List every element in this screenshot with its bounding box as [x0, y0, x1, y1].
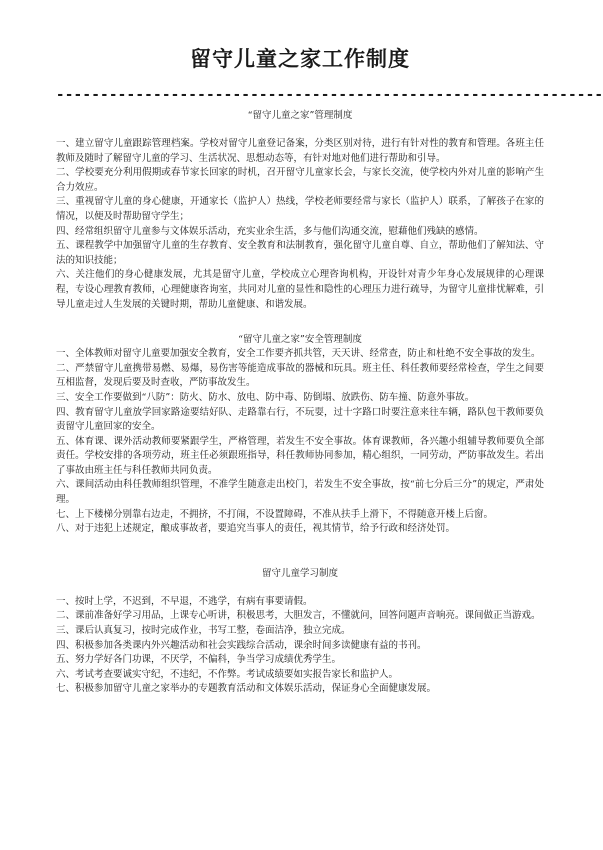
paragraph: 六、关注他们的身心健康发展，尤其是留守儿童，学校成立心理咨询机构，开设针对青少年身心发展规律的心理课程，专设心理教育教师，心理健康咨询室，共同对儿童的显性和隐性的心理压力进行疏导，为留守儿童排忧解难，引导儿童走过人生发展的关键时期，帮助儿童健康、和谐发展。 — [56, 269, 544, 310]
paragraph: 五、课程教学中加强留守儿童的生存教育、安全教育和法制教育，强化留守儿童自尊、自立，帮助他们了解知法、守法的知识技能； — [56, 240, 544, 266]
paragraph: 三、重视留守儿童的身心健康，开通家长（监护人）热线，学校老师要经常与家长（监护人）联系，了解孩子在家的情况，以便及时帮助留守学生； — [56, 196, 544, 222]
paragraph: 八、对于违犯上述规定，酿成事故者，要追究当事人的责任，视其情节，给予行政和经济处罚。 — [56, 523, 456, 535]
paragraph: 二、课前准备好学习用品，上课专心听讲，积极思考，大胆发言，不懂就问，回答问题声音响亮。课间做正当游戏。 — [56, 610, 541, 622]
paragraph: 五、体育课、课外活动教师要紧跟学生，严格管理，若发生不安全事故。体育课教师，各兴趣小组辅导教师要负全部责任。学校安排的各项劳动，班主任必须跟班指导，科任教师协同参加，精心组织，一同劳动，严防事故发生。若出了事故由班主任与科任教师共同负责。 — [56, 435, 544, 476]
document-title: 留守儿童之家工作制度 — [190, 47, 410, 71]
paragraph: 二、学校要充分利用假期或春节家长回家的时机，召开留守儿童家长会，与家长交流，使学校内外对儿童的影响产生合力效应。 — [56, 167, 544, 193]
section-management — [56, 109, 544, 312]
paragraph: 六、考试考查要诚实守纪，不违纪，不作弊。考试成绩要如实报告家长和监护人。 — [56, 668, 399, 680]
paragraph: 一、建立留守儿童跟踪管理档案。学校对留守儿童登记备案，分类区别对待，进行有针对性的教育和管理。各班主任教师及随时了解留守儿童的学习、生活状况、思想动态等，有针对地对他们进行帮助和引导。 — [56, 138, 544, 164]
paragraph: 三、安全工作要做到“八防”：防火、防水、放电、防中毒、防倒塌、放跌伤、防车撞、防意外事故。 — [56, 391, 475, 403]
paragraph: 四、教育留守儿童放学回家路途要结好队、走路靠右行，不玩耍，过十字路口时要注意来往车辆，路队包干教师要负责留守儿童回家的安全。 — [56, 406, 544, 433]
paragraph: 四、经常组织留守儿童参与文体娱乐活动，充实业余生活，多与他们沟通交流，慰藉他们残缺的感情。 — [56, 225, 484, 237]
paragraph: 一、全体教师对留守儿童要加强安全教育，安全工作要齐抓共管，天天讲、经常查，防止和杜绝不安全事故的发生。 — [56, 348, 541, 360]
paragraph: 六、课间活动由科任教师组织管理，不准学生随意走出校门，若发生不安全事故，按“前七分后三分”的规定，严肃处理。 — [56, 479, 544, 506]
section-title: “留守儿童之家”管理制度 — [247, 110, 353, 121]
paragraph: 五、努力学好各门功课，不厌学，不偏科，争当学习成绩优秀学生。 — [56, 654, 342, 666]
title-divider: -------------------------------------------------------------- — [56, 87, 603, 103]
section-study — [56, 567, 544, 697]
paragraph: 七、积极参加留守儿童之家举办的专题教育活动和文体娱乐活动，保证身心全面健康发展。 — [56, 683, 437, 695]
paragraph: 一、按时上学，不迟到，不早退，不逃学，有病有事要请假。 — [56, 595, 313, 607]
paragraph: 三、课后认真复习，按时完成作业，书写工整，卷面洁净，独立完成。 — [56, 625, 351, 637]
section-title: “留守儿童之家”安全管理制度 — [238, 334, 362, 346]
section-title: 留守儿童学习制度 — [261, 567, 338, 579]
paragraph: 二、严禁留守儿童携带易燃、易爆，易伤害等能造成事故的器械和玩具。班主任、科任教师要经常检查，学生之间要互相监督，发现后要及时查收，严防事故发生。 — [56, 362, 544, 389]
paragraph: 四、积极参加各类课内外兴趣活动和社会实践综合活动，课余时间多读健康有益的书刊。 — [56, 639, 427, 651]
section-safety — [56, 333, 544, 537]
paragraph: 七、上下楼梯分别靠右边走，不拥挤，不打闹，不设置障碍，不准从扶手上滑下，不得随意开楼上后窗。 — [56, 508, 494, 520]
